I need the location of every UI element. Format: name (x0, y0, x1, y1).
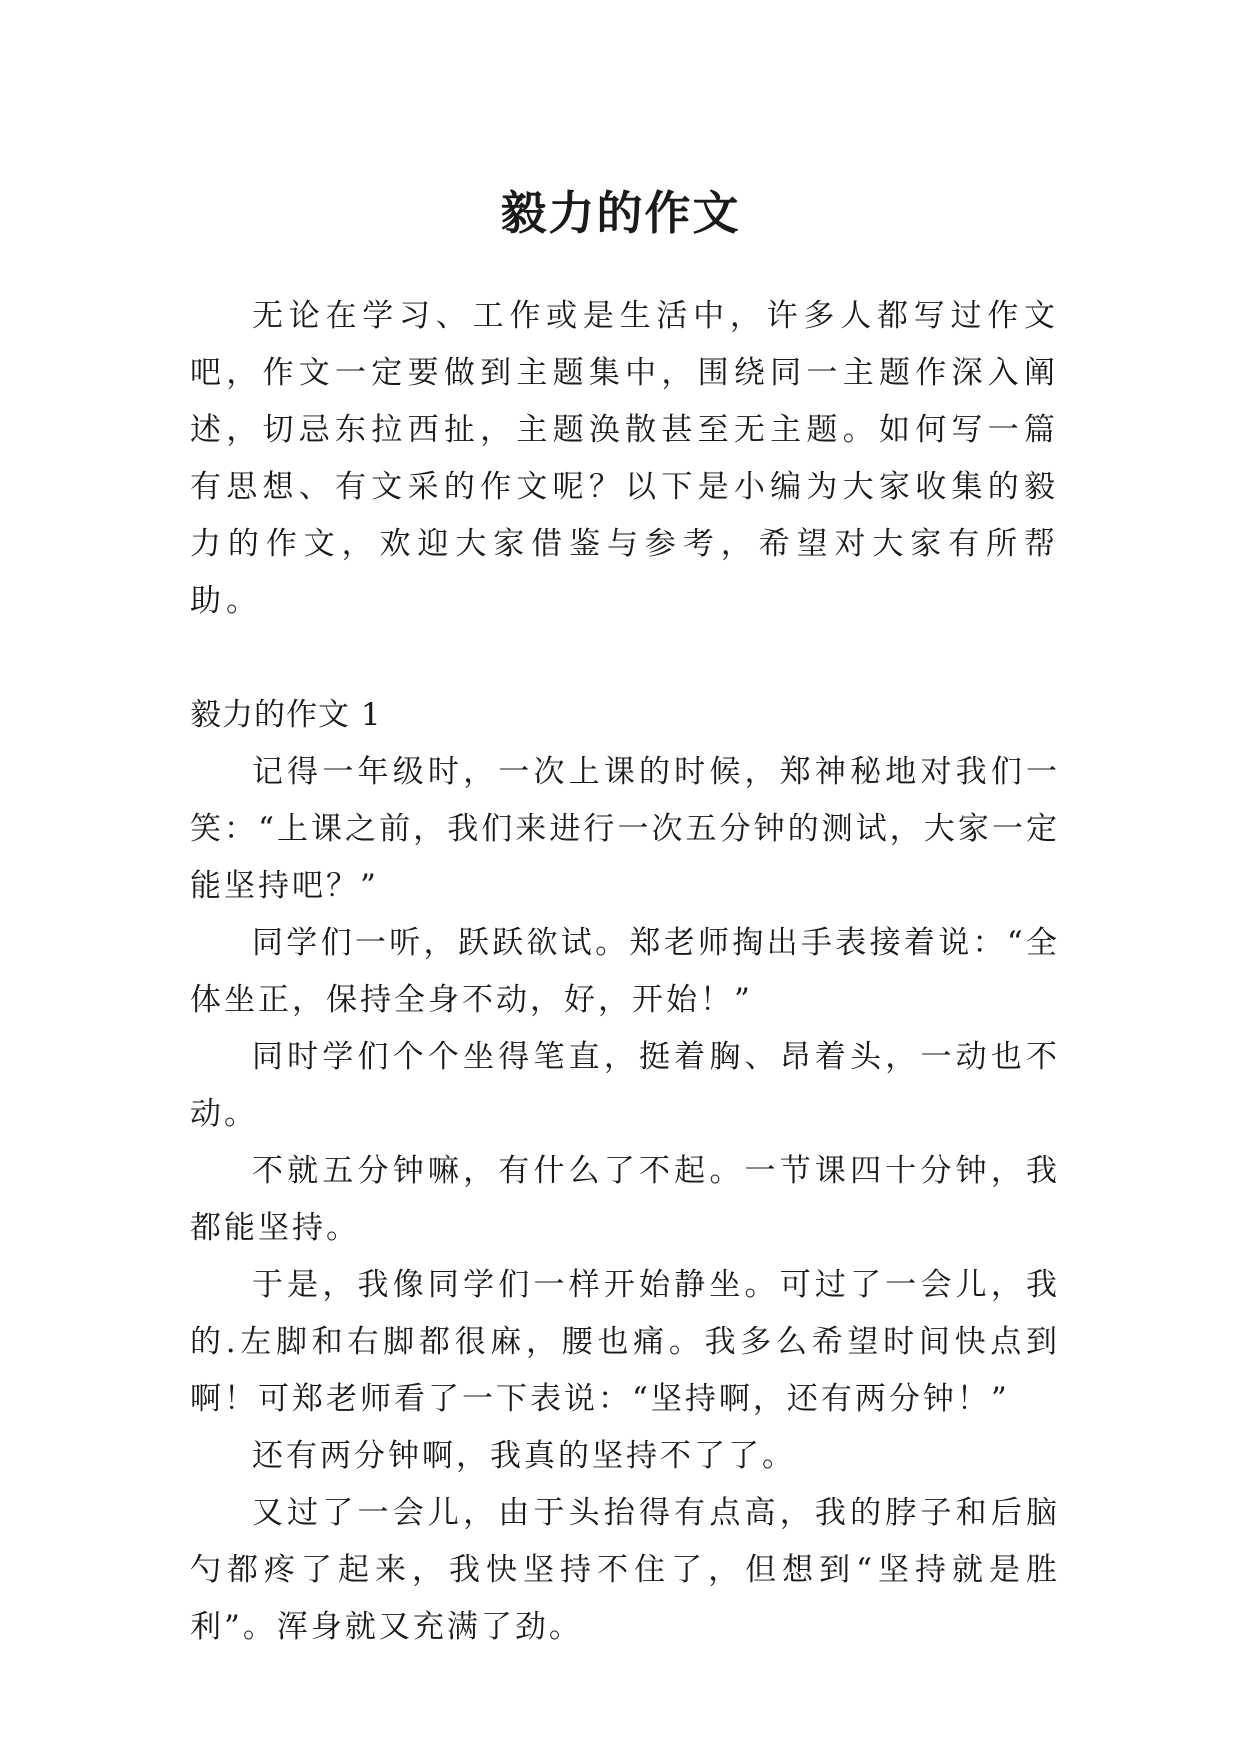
intro-paragraph: 无论在学习、工作或是生活中，许多人都写过作文吧，作文一定要做到主题集中，围绕同一主题作深入阐述，切忌东拉西扯，主题涣散甚至无主题。如何写一篇有思想、有文采的作文呢？以下是小编为大家收集的毅力的作文，欢迎大家借鉴与参考，希望对大家有所帮助。 (190, 298, 1060, 619)
body-paragraph: 还有两分钟啊，我真的坚持不了了。 (252, 1438, 796, 1474)
section-heading: 毅力的作文 1 (190, 697, 382, 733)
body-paragraph: 记得一年级时，一次上课的时候，郑神秘地对我们一笑：“上课之前，我们来进行一次五分钟的测试，大家一定能坚持吧？” (190, 754, 1060, 904)
body-paragraph: 不就五分钟嘛，有什么了不起。一节课四十分钟，我都能坚持。 (190, 1153, 1060, 1246)
body-paragraph: 同学们一听，跃跃欲试。郑老师掏出手表接着说：“全体坐正，保持全身不动，好，开始！” (190, 925, 1060, 1018)
body-paragraph: 于是，我像同学们一样开始静坐。可过了一会儿，我的.左脚和右脚都很麻，腰也痛。我多么希望时间快点到啊！可郑老师看了一下表说：“坚持啊，还有两分钟！” (190, 1267, 1060, 1417)
body-paragraph: 又过了一会儿，由于头抬得有点高，我的脖子和后脑勺都疼了起来，我快坚持不住了，但想到“坚持就是胜利”。浑身就又充满了劲。 (190, 1495, 1060, 1645)
body-paragraph: 同时学们个个坐得笔直，挺着胸、昂着头，一动也不动。 (190, 1039, 1060, 1132)
page-title: 毅力的作文 (500, 185, 741, 240)
document-body (190, 288, 1060, 1656)
paragraph-gap (190, 630, 1060, 687)
